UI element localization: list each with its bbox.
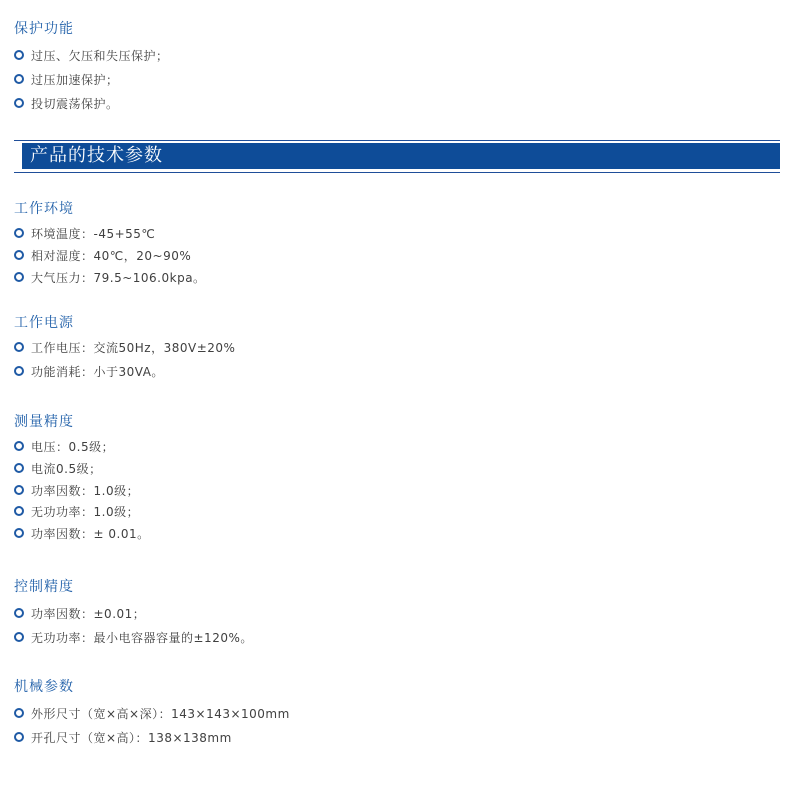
bullet-icon (14, 441, 24, 451)
banner-accent (14, 143, 22, 169)
list-item (14, 224, 155, 242)
list-item (14, 604, 145, 622)
list-item (14, 70, 119, 88)
list-item (14, 437, 114, 455)
list-item (14, 728, 232, 746)
item-text: 工作电压：交流50Hz，380V±20% (31, 340, 236, 355)
list-item (14, 46, 169, 64)
item-text: 无功功率：1.0级； (31, 504, 140, 519)
item-text: 开孔尺寸（宽×高）：138×138mm (31, 730, 232, 745)
item-text: 功能消耗：小于30VA。 (31, 364, 164, 379)
list-item (14, 459, 102, 477)
environment-heading: 工作环境 (14, 201, 74, 217)
bullet-icon (14, 272, 24, 282)
item-text: 功率因数：1.0级； (31, 483, 140, 498)
list-item (14, 338, 235, 356)
item-text: 过压加速保护； (31, 72, 119, 87)
item-text: 投切震荡保护。 (31, 96, 119, 111)
banner-title: 产品的技术参数 (30, 145, 163, 166)
bullet-icon (14, 528, 24, 538)
item-text: 大气压力：79.5~106.0kpa。 (31, 270, 206, 285)
bullet-icon (14, 366, 24, 376)
item-text: 功率因数：±0.01； (31, 606, 146, 621)
item-text: 相对湿度：40℃，20~90% (31, 248, 192, 263)
bullet-icon (14, 632, 24, 642)
list-item (14, 628, 253, 646)
mechanical-heading: 机械参数 (14, 679, 74, 695)
bullet-icon (14, 608, 24, 618)
list-item (14, 362, 164, 380)
item-text: 电压：0.5级； (31, 439, 115, 454)
bullet-icon (14, 250, 24, 260)
control-heading: 控制精度 (14, 579, 74, 595)
list-item (14, 704, 290, 722)
bullet-icon (14, 485, 24, 495)
item-text: 外形尺寸（宽×高×深）：143×143×100mm (31, 706, 290, 721)
item-text: 功率因数：± 0.01。 (31, 526, 150, 541)
power-heading: 工作电源 (14, 315, 74, 331)
list-item (14, 502, 139, 520)
bullet-icon (14, 732, 24, 742)
bullet-icon (14, 228, 24, 238)
bullet-icon (14, 506, 24, 516)
item-text: 过压、欠压和失压保护； (31, 48, 169, 63)
item-text: 环境温度：-45+55℃ (31, 226, 156, 241)
bullet-icon (14, 463, 24, 473)
bullet-icon (14, 342, 24, 352)
section-banner (14, 140, 780, 174)
banner-bottom-line (14, 172, 780, 173)
list-item (14, 268, 206, 286)
protection-heading: 保护功能 (14, 21, 74, 37)
list-item (14, 524, 150, 542)
list-item (14, 246, 191, 264)
bullet-icon (14, 74, 24, 84)
list-item (14, 94, 119, 112)
banner-top-line (14, 140, 780, 141)
list-item (14, 481, 139, 499)
item-text: 无功功率：最小电容器容量的±120%。 (31, 630, 253, 645)
bullet-icon (14, 98, 24, 108)
bullet-icon (14, 708, 24, 718)
bullet-icon (14, 50, 24, 60)
measurement-heading: 测量精度 (14, 414, 74, 430)
item-text: 电流0.5级； (31, 461, 102, 476)
